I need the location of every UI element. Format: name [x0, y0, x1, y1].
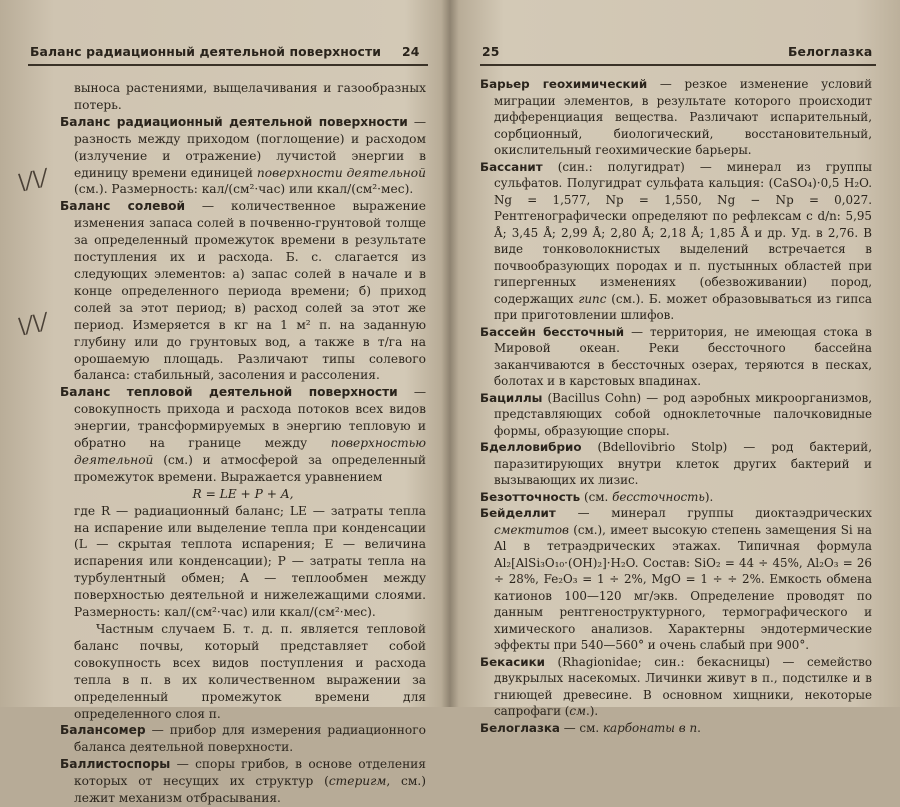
entry-term: Баллистоспоры: [60, 757, 171, 772]
entry-term: Баланс радиационный деятельной поверхности: [60, 114, 408, 129]
entry-term: Безотточность: [480, 489, 581, 504]
entry-term: Балансомер: [60, 723, 146, 738]
entry-ref: бессточность: [612, 489, 705, 504]
left-page-body: [60, 80, 426, 807]
entry-text: (Bdellovibrio Stolp) — род бактерий, паразитирующих внутри клеток других бактерий и вызывающих их лизис.: [494, 440, 872, 487]
entry-text: (см.: [580, 489, 613, 504]
entry-tail: .).: [585, 704, 599, 718]
entry-ref: карбонаты в п: [602, 720, 698, 735]
entry-ref: смектитов: [494, 522, 569, 537]
entry-term: Бациллы: [480, 390, 543, 405]
entry-ref: поверхности деятельной: [256, 165, 426, 180]
header-rule-right: [480, 64, 876, 66]
entry-tail: ).: [704, 489, 714, 504]
page-number-right: 25: [482, 44, 500, 59]
running-head-left: Баланс радиационный деятельной поверхности: [30, 44, 382, 59]
entry-text: — резкое изменение условий миграции элементов, в результате которого происходит дифференциация вещества. Различают испарительный, сорбционный, биологический, восстановительный, окислительный геохимические барьеры.: [494, 77, 873, 157]
entry-tail: , см.) лежит механизм отбрасывания.: [74, 774, 426, 806]
entry-tail: (см.). Б. может образовываться из гипса при приготовлении шлифов.: [494, 291, 872, 322]
entry-term: Бассейн бессточный: [480, 324, 625, 339]
entry: [60, 198, 426, 384]
entry-text: (Bacillus Cohn) — род аэробных микроорганизмов, представляющих собой одноклеточные палочковидные формы, образующие споры.: [494, 390, 872, 438]
entry-text: — споры грибов, в основе отделения которых от несущих их структур (: [74, 757, 426, 789]
running-head-right: Белоглазка: [788, 44, 873, 59]
entry: [480, 159, 872, 324]
entry: [480, 654, 872, 720]
entry: [480, 720, 872, 737]
entry-term: Баланс тепловой деятельной поверхности: [60, 385, 398, 400]
right-page: [452, 0, 900, 735]
entry-text: (син.: полугидрат) — минерал из группы сульфатов. Полугидрат сульфата кальция: (CaSO₄)·0,5 H₂O. Ng = 1,577, Np = 1,550, Ng − Np = 0,027. Рентгенографически определяют по рефлексам с d/n: 5,95 Å; 3,45 Å; 2,99 Å; 2,80 Å; 2,18 Å; 1,85 Å и др. Уд. в 2,76. В виде тонковолокнистых выделений встречается в почвообразующих породах и п. пустынных областей при гипергенных изменениях (обезвоживании) пород, содержащих: [494, 159, 872, 306]
entry: [60, 756, 426, 807]
entry-term: Бейделлит: [480, 506, 556, 520]
entry: [60, 114, 426, 199]
equation: R = LE + P + A,: [192, 486, 294, 501]
entry-term: Бассанит: [480, 159, 543, 174]
entry-tail: (см.). Размерность: кал/(см²·час) или ккал/(см²·мес).: [74, 182, 414, 197]
entry-text: — количественное выражение изменения запаса солей в почвенно-грунтовой толще за определенный промежуток времени в результате поступления их и расхода. Б. с. слагается из следующих элементов: а) запас солей в начале и в конце определенного периода времени; б) приход солей за этот период; в) расход солей за этот же период. Измеряется в кг на 1 м² п. на заданную глубину или до грунтовых вод, а также в т/га на орошаемую площадь. Различают типы солевого баланса: стабильный, засоления и рассоления.: [74, 199, 426, 383]
entry-text: — прибор для измерения радиационного баланса деятельной поверхности.: [74, 723, 426, 755]
entry: [480, 390, 872, 440]
entry-term: Бекасики: [480, 654, 546, 669]
entry-term: Бделловибрио: [480, 440, 582, 454]
entry: [480, 439, 872, 489]
entry-text: — минерал группы диоктаэдрических: [555, 506, 872, 520]
entry-text: — см.: [559, 720, 603, 735]
continuation-text: выноса растениями, выщелачивания и газообразных потерь.: [74, 81, 426, 112]
entry: [60, 722, 426, 756]
entry-text: — территория, не имеющая стока в Мировой океан. Реки бессточного бассейна заканчиваются в бессточных озерах, теряются в песках, болотах и в карстовых впадинах.: [494, 324, 872, 388]
entry-ref: см: [569, 704, 586, 718]
entry-ref: гипс: [578, 291, 607, 306]
entry: [480, 76, 872, 159]
entry-term: Белоглазка: [480, 720, 560, 735]
entry: [480, 489, 872, 506]
entry-tail: (см.) и атмосферой за определенный промежуток времени. Выражается уравнением: [74, 452, 426, 484]
entry: [60, 384, 426, 485]
entry-ref: поверхностью деятельной: [74, 436, 426, 467]
left-page: [0, 0, 448, 806]
paragraph: Частным случаем Б. т. д. п. является тепловой баланс почвы, который представляет собой совокупность всех видов поступления и расхода тепла в п. в их количественном выражении за определенный промежуток времени для определенного слоя п.: [74, 622, 426, 721]
entry-ref: стеригм: [328, 774, 387, 789]
entry-text: (Rhagionidae; син.: бекасницы) — семейство двукрылых насекомых. Личинки живут в п., подстилке и в гниющей древесине. В основном хищники, некоторые сапрофаги (: [494, 654, 872, 718]
entry: [480, 324, 872, 390]
entry-term: Баланс солевой: [60, 199, 186, 214]
margin-mark-1: \/\/: [15, 165, 50, 196]
entry: [480, 505, 872, 654]
page-number-left: 24: [402, 44, 420, 59]
right-page-body: [480, 76, 872, 736]
margin-mark-2: \/\/: [15, 309, 50, 340]
header-rule-left: [28, 64, 428, 66]
equation-explanation: где R — радиационный баланс; LE — затраты тепла на испарение или выделение тепла при конденсации (L — скрытая теплота испарения; E — величина испарения или конденсации); P — затраты тепла на турбулентный обмен; A — теплообмен между поверхностью деятельной и нижележащими слоями. Размерность: кал/(см²·час) или ккал/(см²·мес).: [74, 503, 426, 620]
entry-text: — совокупность прихода и расхода потоков всех видов энергии, трансформируемых в энергию тепловую и обратно на границе между: [74, 385, 427, 451]
entry-tail: .: [697, 720, 701, 735]
entry-tail: (см.), имеет высокую степень замещения Si на Al в тетраэдрических этажах. Типичная формула Al₂[AlSi₃O₁₀·(OH)₂]·H₂O. Состав: SiO₂ = 44 ÷ 45%, Al₂O₃ = 26 ÷ 28%, Fe₂O₃ = 1 ÷ 2%, MgO = 1 ÷ ÷ 2%. Емкость обмена катионов 100—120 мг/экв. Определение проводят по данным рентгеноструктурного, термографического и химического анализов. Характерны эндотермические эффекты при 540—560° и очень слабый при 900°.: [494, 522, 872, 652]
entry-text: — разность между приходом (поглощение) и расходом (излучение и отражение) лучистой энергии в единицу времени единицей: [74, 114, 427, 180]
entry-term: Барьер геохимический: [480, 77, 648, 91]
